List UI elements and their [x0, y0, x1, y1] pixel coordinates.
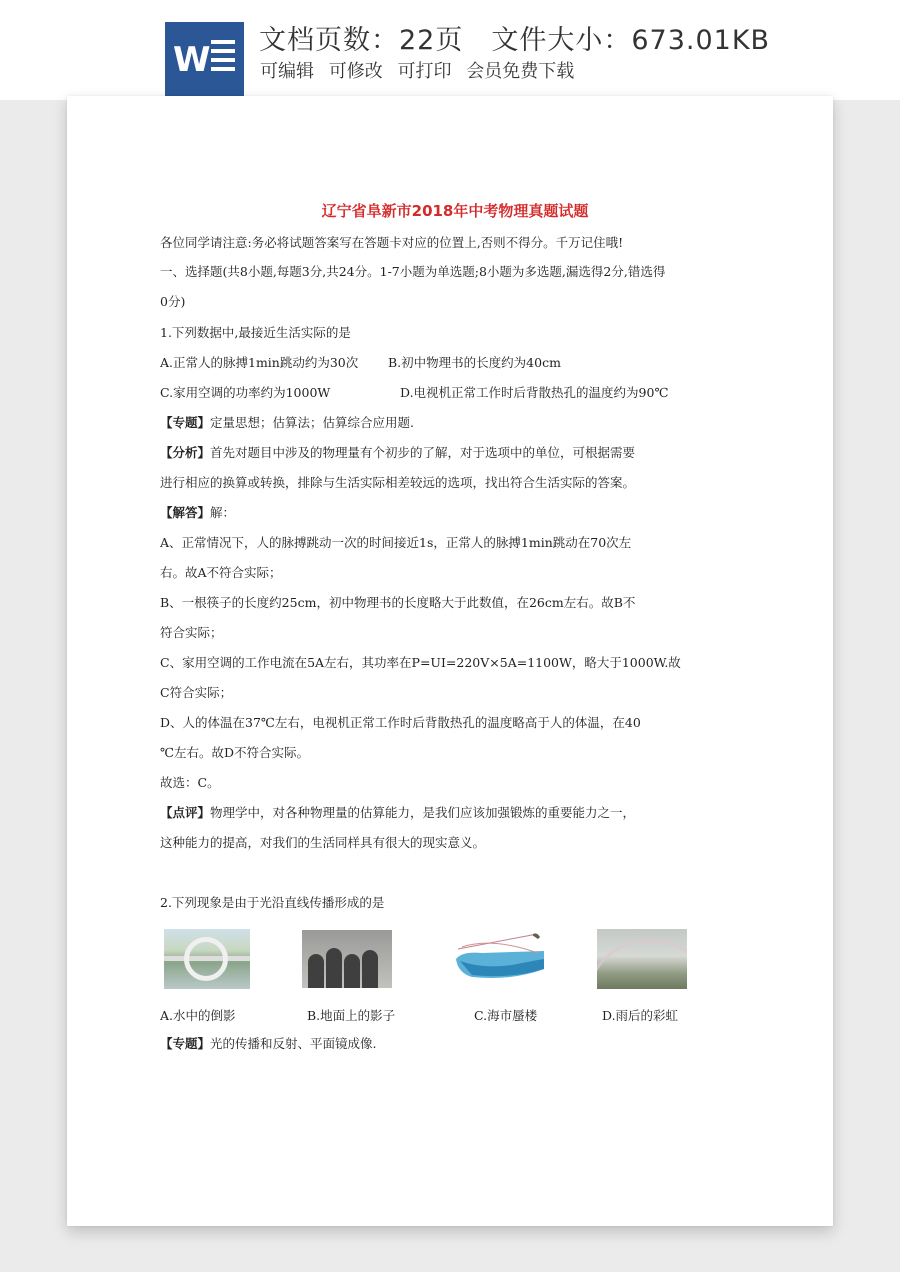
q2-option-a: A.水中的倒影: [160, 1008, 236, 1023]
file-size-label: 文件大小：673.01KB: [491, 25, 771, 56]
feature-printable: 可打印: [397, 61, 452, 82]
q1-explain-d-line1: D、人的体温在37℃左右，电视机正常工作时后背散热孔的温度略高于人的体温，在40: [160, 715, 641, 730]
q1-option-d: D.电视机正常工作时后背散热孔的温度约为90℃: [400, 385, 669, 400]
file-info-title: [259, 18, 770, 57]
q1-choice: 故选：C。: [160, 775, 220, 790]
comment-tag: 【点评】: [160, 805, 211, 820]
reflection-bridge-image: [164, 929, 250, 989]
q1-comment-line2: 这种能力的提高，对我们的生活同样具有很大的现实意义。: [160, 835, 486, 850]
q2-option-d: D.雨后的彩虹: [602, 1008, 679, 1023]
q1-explain-b-line2: 符合实际；: [160, 625, 223, 640]
q1-answer: [160, 505, 235, 521]
rainbow-image: [597, 929, 687, 989]
feature-modifiable: 可修改: [328, 61, 383, 82]
q1-explain-a-line2: 右。故A不符合实际；: [160, 565, 282, 580]
word-lines-decoration: [211, 40, 235, 80]
q2-option-b: B.地面上的影子: [307, 1008, 396, 1023]
q1-explain-c-line1: C、家用空调的工作电流在5A左右，其功率在P=UI=220V×5A=1100W，略大于1000W.故: [160, 655, 681, 670]
q2-stem: 2.下列现象是由于光沿直线传播形成的是: [160, 895, 385, 910]
exam-notice: 各位同学请注意:务必将试题答案写在答题卡对应的位置上,否则不得分。千万记住哦!: [160, 235, 624, 250]
word-document-icon: [165, 22, 244, 96]
q1-stem: 1.下列数据中,最接近生活实际的是: [160, 325, 351, 340]
q1-explain-a-line1: A、正常情况下，人的脉搏跳动一次的时间接近1s，正常人的脉搏1min跳动在70次左: [160, 535, 632, 550]
answer-text: 解：: [210, 505, 236, 520]
q1-explain-c-line2: C符合实际；: [160, 685, 233, 700]
analysis-tag: 【分析】: [160, 445, 211, 460]
answer-tag: 【解答】: [160, 505, 211, 520]
feature-member-download[interactable]: 会员免费下载: [466, 61, 575, 82]
ground-shadow-image: [302, 930, 392, 988]
page-count-label: 文档页数：22页: [259, 25, 464, 56]
q2-option-c: C.海市蜃楼: [474, 1008, 538, 1023]
feature-list: [260, 57, 583, 83]
q1-explain-d-line2: ℃左右。故D不符合实际。: [160, 745, 310, 760]
feature-editable: 可编辑: [260, 61, 314, 82]
section-heading-line1: 一、选择题(共8小题,每题3分,共24分。1-7小题为单选题;8小题为多选题,漏选得2分,错选得: [160, 264, 666, 279]
word-letter: W: [173, 40, 211, 80]
header-banner: [0, 0, 900, 100]
q2-topic-tag: 【专题】: [160, 1036, 211, 1051]
q1-analysis-line2: 进行相应的换算或转换，排除与生活实际相差较远的选项，找出符合生活实际的答案。: [160, 475, 636, 490]
q1-analysis-line1: [160, 445, 635, 461]
analysis-text-1: 首先对题目中涉及的物理量有个初步的了解，对于选项中的单位，可根据需要: [210, 445, 636, 460]
comment-text-1: 物理学中，对各种物理量的估算能力，是我们应该加强锻炼的重要能力之一，: [210, 805, 636, 820]
topic-tag: 【专题】: [160, 415, 211, 430]
mirage-diagram-image: [452, 929, 548, 984]
q1-option-b: B.初中物理书的长度约为40cm: [388, 355, 561, 370]
document-title: 辽宁省阜新市2018年中考物理真题试题: [321, 202, 589, 220]
q1-topic: [160, 415, 414, 431]
q1-option-c: C.家用空调的功率约为1000W: [160, 385, 331, 400]
q1-option-a: A.正常人的脉搏1min跳动约为30次: [160, 355, 359, 370]
section-heading-line2: 0分): [160, 294, 186, 309]
q2-topic: [160, 1036, 377, 1052]
document-page: [67, 96, 833, 1226]
q1-explain-b-line1: B、一根筷子的长度约25cm，初中物理书的长度略大于此数值，在26cm左右。故B不: [160, 595, 636, 610]
q2-topic-text: 光的传播和反射、平面镜成像.: [210, 1036, 377, 1051]
q1-comment-line1: [160, 805, 635, 821]
topic-text: 定量思想；估算法；估算综合应用题.: [210, 415, 414, 430]
